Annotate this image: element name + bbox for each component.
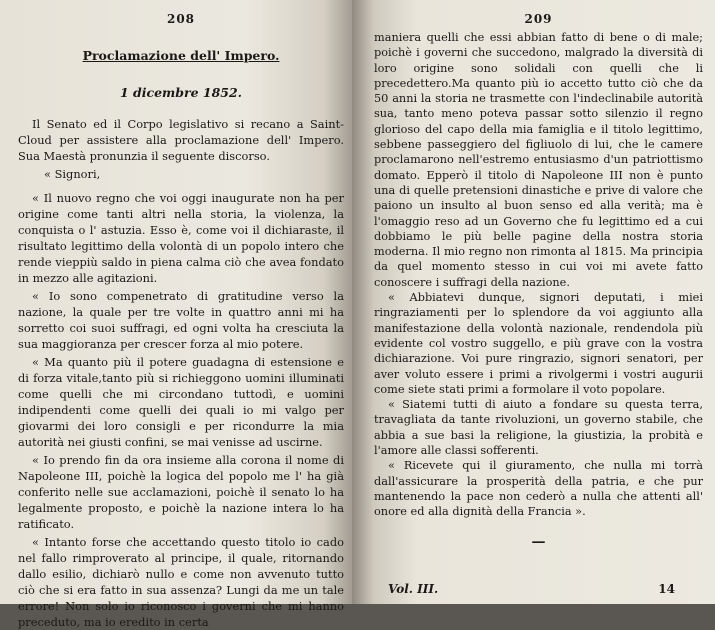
section-title: Proclamazione dell' Impero. (82, 48, 280, 63)
speech-paragraph: « Ricevete qui il giuramento, che nulla mi torrà dall'assicurare la prosperità della patria, e che pur mantenendo la pace non cederò a nulla che attenti all' onore ed alla dignità della Francia ». (374, 459, 703, 519)
intro-paragraph: Il Senato ed il Corpo legislativo si recano a Saint-Cloud per assistere alla proclamazione dell' Impero. Sua Maestà pronunzia il seguente discorso. (18, 117, 344, 163)
speech-paragraph: « Intanto forse che accettando questo titolo io cado nel fallo rimproverato al principe, il quale, ritornando dallo esilio, dichiarò nullo e come non avvenuto tutto ciò che si era fatto in sua assenza? Lungi da me un tale errore! Non solo io riconosco i governi che mi hanno preceduto, ma io eredito in certa (18, 535, 344, 629)
salutation: « Signori, (44, 167, 101, 181)
speech-paragraph: « Io sono compenetrato di gratitudine verso la nazione, la quale per tre volte in quattro anni mi ha sorretto coi suoi suffragi, ed ogni volta ha cresciuta la sua maggioranza per crescer forza al mio potere. (18, 289, 344, 351)
speech-paragraph: « Ma quanto più il potere guadagna di estensione e di forza vitale,tanto più si richieggono uomini illuminati come quelli che mi circondano tuttodì, e uomini indipendenti come quelli dei quali io mi valgo per giovarmi dei loro consigli e per ricondurre la mia autorità nei giusti confini, se mai venisse ad uscirne. (18, 355, 344, 449)
speech-paragraph: « Abbiatevi dunque, signori deputati, i miei ringraziamenti per lo splendore da voi aggiunto alla manifestazione della volontà nazionale, rendendola più evidente col vostro suggello, e più grave con la vostra dichiarazione. Voi pure ringrazio, signori senatori, per aver voluto essere i primi a rivolgermi i vostri augurii come siete stati primi a formolare il voto popolare. (374, 291, 703, 396)
left-page-number: 208 (166, 12, 196, 26)
speech-paragraph: « Siatemi tutti di aiuto a fondare su questa terra, travagliata da tante rivoluzioni, un governo stabile, che abbia a sue basi la religione, la giustizia, la probità e l'amore alle classi sofferenti. (374, 398, 703, 458)
left-page (0, 0, 352, 629)
speech-paragraph: « Io prendo fin da ora insieme alla corona il nome di Napoleone III, poichè la logica del popolo me l' ha già conferito nelle sue acclamazioni, poichè il senato lo ha legalmente proposto, e poichè la nazione intera lo ha ratificato. (18, 453, 344, 531)
end-mark: — (531, 533, 546, 550)
speech-paragraph: maniera quelli che essi abbian fatto di bene o di male; poichè i governi che succedono, malgrado la diversità di loro origine sono solidali con quelli che li precedettero.Ma quanto più io accetto tutto ciò che da 50 anni la storia ne trasmette con l'indeclinabile autorità sua, tanto meno poteva passar sotto silenzio il regno glorioso del capo della mia famiglia e il titolo legittimo, sebbene passeggiero del figliuolo di lui, che le camere proclamarono nell'estremo entusiasmo d'un patriottismo domato. Epperò il titolo di Napoleone III non è punto una di quelle pretensioni dinastiche e prive di valore che paiono un insulto al buon senso ed alla verità; ma è l'omaggio reso ad un Governo che fu legittimo ed a cui dobbiamo le più belle pagine della nostra storia moderna. Il mio regno non rimonta al 1815. Ma principia da quel momento stesso in cui voi mi avete fatto conoscere i suffragi della nazione. (374, 31, 703, 289)
right-page-number: 209 (524, 12, 553, 26)
speech-paragraph: « Il nuovo regno che voi oggi inaugurate non ha per origine come tanti altri nella storia, la violenza, la conquista o l' astuzia. Esso è, come voi il dichiaraste, il risultato legittimo della volontà di un popolo intero che rende vieppiù saldo in piena calma ciò che avea fondato in mezzo alle agitazioni. (18, 191, 344, 285)
signature-mark: 14 (658, 582, 675, 596)
right-page (352, 0, 715, 604)
section-date: 1 dicembre 1852. (119, 85, 243, 100)
page-footer (388, 582, 675, 596)
volume-label: Vol. III. (388, 582, 439, 596)
